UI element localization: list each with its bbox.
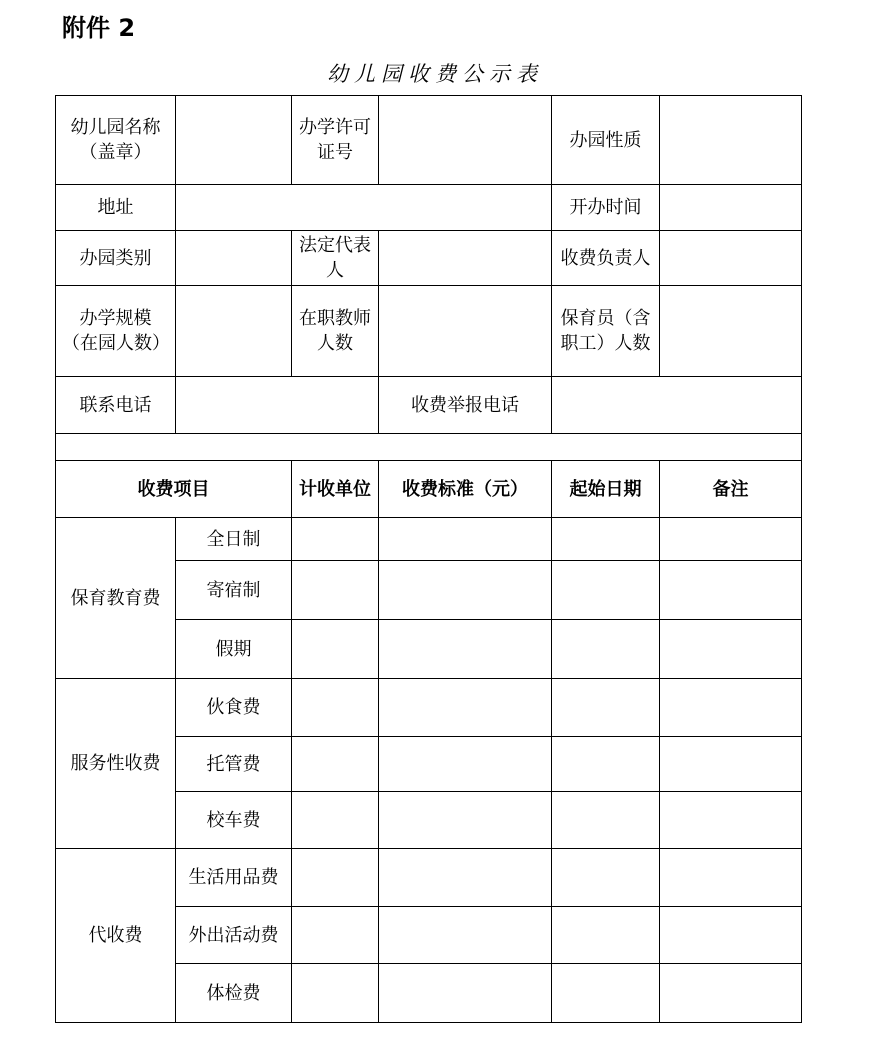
unit-cell[interactable] [292, 964, 379, 1023]
start-date-cell[interactable] [552, 518, 660, 561]
remark-cell[interactable] [660, 907, 802, 964]
legal-representative-label: 法定代表人 [292, 231, 379, 286]
standard-cell[interactable] [379, 964, 552, 1023]
standard-cell[interactable] [379, 620, 552, 679]
header-standard: 收费标准（元） [379, 461, 552, 518]
fee-item-name: 假期 [176, 620, 292, 679]
start-date-cell[interactable] [552, 679, 660, 737]
fee-item-name: 寄宿制 [176, 561, 292, 620]
fee-group-name: 保育教育费 [56, 518, 176, 679]
fee-disclosure-table [55, 95, 802, 1023]
scale-field[interactable] [176, 286, 292, 377]
nature-field[interactable] [660, 96, 802, 185]
standard-cell[interactable] [379, 849, 552, 907]
fee-item-name: 全日制 [176, 518, 292, 561]
remark-cell[interactable] [660, 620, 802, 679]
unit-cell[interactable] [292, 737, 379, 792]
standard-cell[interactable] [379, 907, 552, 964]
category-label: 办园类别 [56, 231, 176, 286]
unit-cell[interactable] [292, 907, 379, 964]
fee-group-name: 服务性收费 [56, 679, 176, 849]
remark-cell[interactable] [660, 964, 802, 1023]
fee-owner-field[interactable] [660, 231, 802, 286]
start-date-cell[interactable] [552, 620, 660, 679]
license-number-field[interactable] [379, 96, 552, 185]
report-phone-field[interactable] [552, 377, 802, 434]
scale-label: 办学规模（在园人数） [56, 286, 176, 377]
start-date-cell[interactable] [552, 964, 660, 1023]
category-field[interactable] [176, 231, 292, 286]
unit-cell[interactable] [292, 849, 379, 907]
fee-item-name: 外出活动费 [176, 907, 292, 964]
kindergarten-name-field[interactable] [176, 96, 292, 185]
header-fee-item: 收费项目 [56, 461, 292, 518]
fee-item-name: 托管费 [176, 737, 292, 792]
standard-cell[interactable] [379, 518, 552, 561]
standard-cell[interactable] [379, 792, 552, 849]
fee-owner-label: 收费负责人 [552, 231, 660, 286]
unit-cell[interactable] [292, 792, 379, 849]
phone-label: 联系电话 [56, 377, 176, 434]
nursery-staff-label: 保育员（含职工）人数 [552, 286, 660, 377]
unit-cell[interactable] [292, 679, 379, 737]
report-phone-label: 收费举报电话 [379, 377, 552, 434]
unit-cell[interactable] [292, 620, 379, 679]
start-date-cell[interactable] [552, 907, 660, 964]
nature-label: 办园性质 [552, 96, 660, 185]
remark-cell[interactable] [660, 737, 802, 792]
remark-cell[interactable] [660, 561, 802, 620]
fee-group-name: 代收费 [56, 849, 176, 1023]
remark-cell[interactable] [660, 679, 802, 737]
header-remark: 备注 [660, 461, 802, 518]
header-unit: 计收单位 [292, 461, 379, 518]
address-label: 地址 [56, 185, 176, 231]
remark-cell[interactable] [660, 849, 802, 907]
fee-item-name: 生活用品费 [176, 849, 292, 907]
nursery-staff-field[interactable] [660, 286, 802, 377]
start-date-cell[interactable] [552, 737, 660, 792]
address-field[interactable] [176, 185, 552, 231]
license-number-label: 办学许可证号 [292, 96, 379, 185]
teachers-count-label: 在职教师人数 [292, 286, 379, 377]
form-title: 幼儿园收费公示表 [327, 62, 543, 86]
header-start-date: 起始日期 [552, 461, 660, 518]
start-date-cell[interactable] [552, 792, 660, 849]
standard-cell[interactable] [379, 737, 552, 792]
kindergarten-name-label: 幼儿园名称（盖章） [56, 96, 176, 185]
open-time-label: 开办时间 [552, 185, 660, 231]
remark-cell[interactable] [660, 518, 802, 561]
attachment-label: 附件 2 [62, 14, 136, 42]
fee-item-name: 伙食费 [176, 679, 292, 737]
fee-item-name: 体检费 [176, 964, 292, 1023]
standard-cell[interactable] [379, 679, 552, 737]
remark-cell[interactable] [660, 792, 802, 849]
phone-field[interactable] [176, 377, 379, 434]
standard-cell[interactable] [379, 561, 552, 620]
unit-cell[interactable] [292, 518, 379, 561]
open-time-field[interactable] [660, 185, 802, 231]
legal-representative-field[interactable] [379, 231, 552, 286]
unit-cell[interactable] [292, 561, 379, 620]
spacer-row [56, 434, 802, 461]
start-date-cell[interactable] [552, 849, 660, 907]
teachers-count-field[interactable] [379, 286, 552, 377]
start-date-cell[interactable] [552, 561, 660, 620]
fee-item-name: 校车费 [176, 792, 292, 849]
